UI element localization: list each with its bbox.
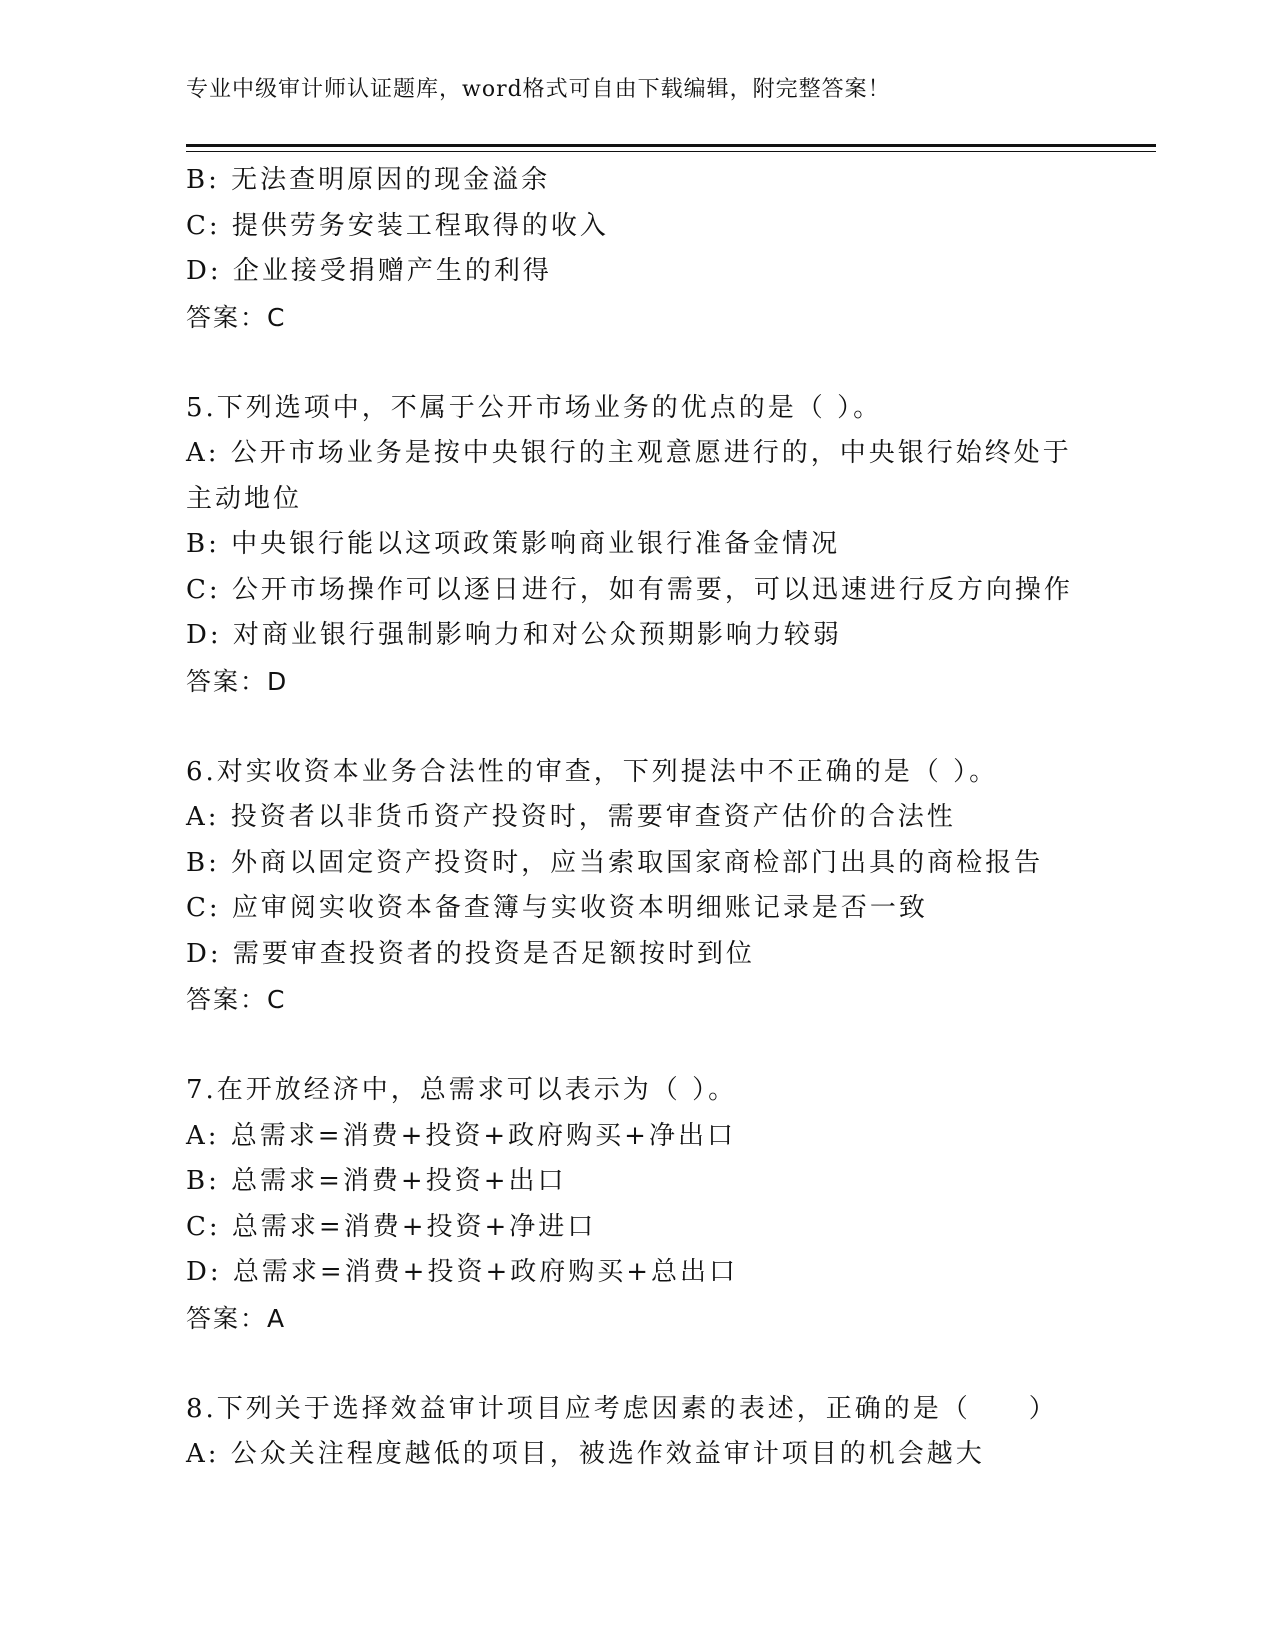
spacer <box>186 704 1086 750</box>
option-c: C: 提供劳务安装工程取得的收入 <box>186 210 609 241</box>
option-b: B: 外商以固定资产投资时，应当索取国家商检部门出具的商检报告 <box>186 847 1044 878</box>
header-rule-thick <box>186 144 1156 147</box>
page-header: 专业中级审计师认证题库，word格式可自由下载编辑，附完整答案！ <box>186 77 891 102</box>
option-b: B: 无法查明原因的现金溢余 <box>186 165 551 195</box>
question-block-7 <box>186 1068 1086 1341</box>
answer-line: 答案：C <box>186 985 287 1014</box>
option-a: A: 公众关注程度越低的项目，被选作效益审计项目的机会越大 <box>186 1439 985 1469</box>
question-block-6 <box>186 750 1086 1023</box>
option-b: B: 中央银行能以这项政策影响商业银行准备金情况 <box>186 529 841 559</box>
document-body <box>186 158 1086 1478</box>
header-rule-thin <box>186 151 1156 152</box>
answer-line: 答案：C <box>186 302 287 332</box>
option-a: A: 投资者以非货币资产投资时，需要审查资产估价的合法性 <box>186 802 956 832</box>
spacer <box>186 1023 1086 1069</box>
option-a: A: 公开市场业务是按中央银行的主观意愿进行的，中央银行始终处于 <box>186 438 1072 468</box>
option-d: D: 对商业银行强制影响力和对公众预期影响力较弱 <box>186 620 842 650</box>
option-c: C: 应审阅实收资本备查簿与实收资本明细账记录是否一致 <box>186 893 928 923</box>
option-b: B: 总需求=消费+投资+出口 <box>186 1166 567 1196</box>
option-d: D: 企业接受捐赠产生的利得 <box>186 256 552 286</box>
option-d: D: 需要审查投资者的投资是否足额按时到位 <box>186 938 755 969</box>
question-block-partial <box>186 158 1086 340</box>
question-block-5 <box>186 386 1086 705</box>
question-stem: 5.下列选项中，不属于公开市场业务的优点的是（ ）。 <box>186 392 883 423</box>
option-c: C: 总需求=消费+投资+净进口 <box>186 1211 597 1242</box>
option-c: C: 公开市场操作可以逐日进行，如有需要，可以迅速进行反方向操作 <box>186 574 1073 605</box>
question-stem: 7.在开放经济中，总需求可以表示为（ ）。 <box>186 1075 738 1105</box>
spacer <box>186 340 1086 386</box>
question-stem: 8.下列关于选择效益审计项目应考虑因素的表述，正确的是（ ） <box>186 1393 1058 1424</box>
spacer <box>186 1341 1086 1387</box>
question-block-8 <box>186 1387 1086 1478</box>
answer-line: 答案：A <box>186 1303 287 1333</box>
option-a: A: 总需求=消费+投资+政府购买+净出口 <box>186 1120 736 1151</box>
option-a-continued: 主动地位 <box>186 483 303 514</box>
question-stem: 6.对实收资本业务合法性的审查，下列提法中不正确的是（ ）。 <box>186 756 999 787</box>
answer-line: 答案：D <box>186 666 289 696</box>
option-d: D: 总需求=消费+投资+政府购买+总出口 <box>186 1257 739 1287</box>
